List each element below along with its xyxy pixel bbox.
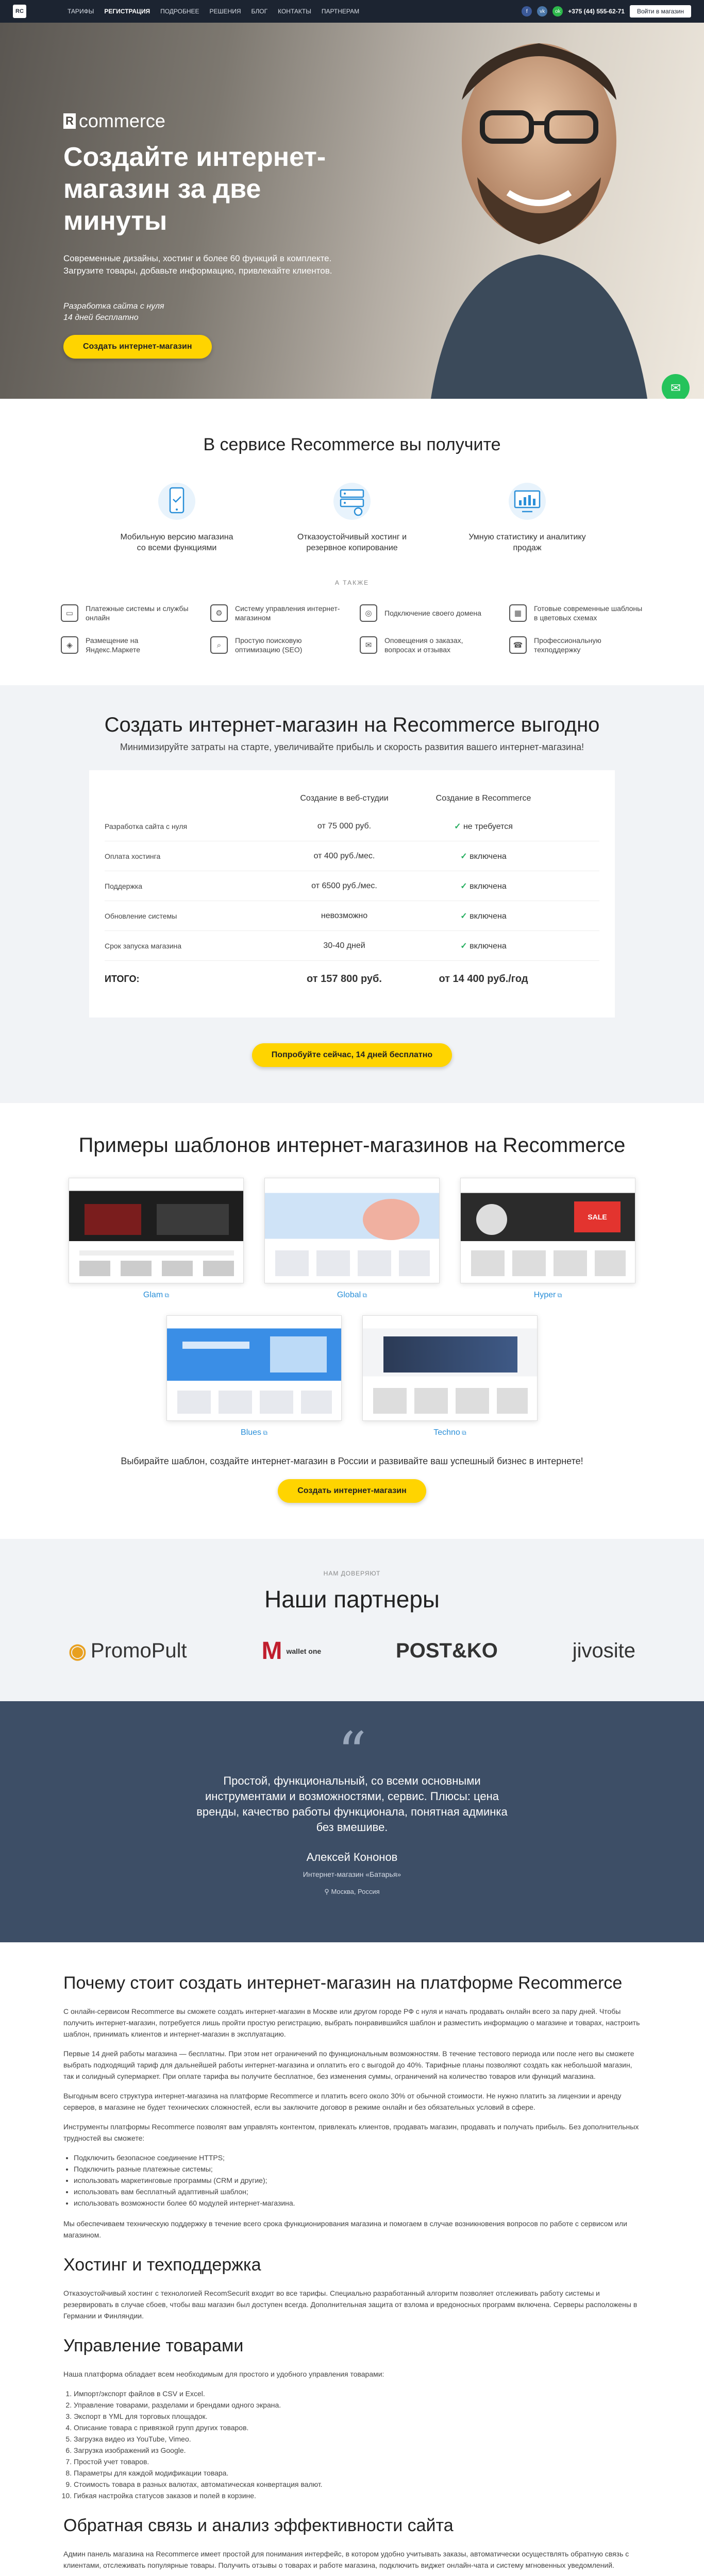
- templates-row-1: [0, 1178, 704, 1300]
- template-preview[interactable]: [264, 1178, 440, 1283]
- why-paragraph: Наша платформа обладает всем необходимым для простого и удобного управления товарами:: [63, 2370, 384, 2378]
- hero-section: [0, 23, 704, 399]
- list-item: 4. Описание товара с привязкой групп других товаров.: [74, 2422, 641, 2433]
- list-item: • использовать вам бесплатный адаптивный шаблон;: [74, 2186, 641, 2197]
- compare-total-rc: от 14 400 руб./год: [439, 973, 528, 985]
- alert-icon: ✉: [360, 636, 377, 654]
- list-item: 2. Управление товарами, разделами и брендами одного экрана.: [74, 2399, 641, 2411]
- try-free-button[interactable]: Попробуйте сейчас, 14 дней бесплатно: [252, 1043, 452, 1067]
- partner-logos: [69, 1637, 635, 1665]
- partner-logo-walletone[interactable]: [262, 1637, 322, 1665]
- feature-analytics-label: Умную статистику и аналитику продаж: [468, 533, 586, 552]
- why-paragraph: С онлайн-сервисом Recommerce вы сможете создать интернет-магазин в Москве или другом городе РФ с нуля и начать продавать онлайн всего за пару дней. Чтобы получить интернет-магазин, потребуется лишь пройти простую регистрацию, выбрать понравившийся шаблон и разместить информацию о магазине и товарах, настроить шаблон, принимать клиентов и интернет-магазин в эксплуатацию.: [63, 2007, 640, 2038]
- chat-icon[interactable]: ✉: [662, 374, 690, 399]
- hero-content: [63, 110, 352, 359]
- compare-rc-value: ✓ включена: [414, 851, 553, 861]
- nav-item[interactable]: РЕГИСТРАЦИЯ: [104, 8, 150, 15]
- compare-studio-value: 30-40 дней: [323, 941, 365, 950]
- compare-col1: Создание в веб-студии: [300, 794, 389, 803]
- location-pin-icon: ⚲: [324, 1888, 331, 1895]
- compare-section: [0, 685, 704, 1103]
- partners-small: НАМ ДОВЕРЯЮТ: [323, 1570, 381, 1577]
- feature-hosting: [293, 481, 411, 553]
- compare-rc-value: ✓ включена: [414, 941, 553, 951]
- template-card-hyper[interactable]: [460, 1178, 635, 1300]
- feature-item-label: Платежные системы и службы онлайн: [86, 604, 189, 622]
- hero-subtitle: Современные дизайны, хостинг и более 60 функций в комплекте. Загрузите товары, добавьте информацию, привлекайте клиентов.: [63, 253, 332, 276]
- hero-note-line2: 14 дней бесплатно: [63, 313, 139, 322]
- compare-row: [105, 901, 599, 931]
- compare-col2: Создание в Recommerce: [435, 794, 531, 803]
- features-title: В сервисе Recommerce вы получите: [203, 435, 501, 454]
- compare-rc-value: ✓ включена: [414, 881, 553, 891]
- template-preview[interactable]: [362, 1315, 538, 1421]
- domain-icon: ◎: [360, 604, 377, 622]
- partner-logo-name: POST&KO: [396, 1639, 498, 1662]
- compare-studio-value: от 75 000 руб.: [317, 821, 372, 831]
- nav-item[interactable]: КОНТАКТЫ: [278, 8, 311, 15]
- brand-mark: R: [63, 113, 76, 129]
- feature-mobile-label: Мобильную версию магазина со всеми функциями: [120, 533, 233, 552]
- why-paragraph: Мы обеспечиваем техническую поддержку в течение всего срока функционирования магазина и помогаем в случае возникновения вопросов по работе с сервисом или магазином.: [63, 2219, 627, 2239]
- feature-item: [360, 604, 494, 622]
- testimonial-location-text: Москва, Россия: [331, 1888, 380, 1895]
- list-item: • Подключить разные платежные системы;: [74, 2163, 641, 2175]
- features-grid: [0, 604, 704, 654]
- hero-cta-button[interactable]: Создать интернет-магазин: [63, 335, 212, 359]
- feature-item: [61, 636, 195, 654]
- partner-logo-postko[interactable]: [396, 1639, 498, 1663]
- compare-row: [105, 811, 599, 841]
- template-card-glam[interactable]: [69, 1178, 244, 1300]
- template-name[interactable]: Techno ⧉: [362, 1428, 538, 1437]
- promopult-icon: ◉: [69, 1639, 87, 1663]
- why-heading-3: Управление товарами: [63, 2336, 244, 2355]
- odnoklassniki-icon[interactable]: ok: [552, 6, 563, 16]
- feature-hosting-label: Отказоустойчивый хостинг и резервное копирование: [297, 533, 407, 552]
- compare-title: Создать интернет-магазин на Recommerce выгодно: [104, 714, 600, 736]
- nav-item[interactable]: БЛОГ: [251, 8, 268, 15]
- vk-icon[interactable]: vk: [537, 6, 547, 16]
- feature-item-label: Систему управления интернет-магазином: [235, 604, 340, 622]
- why-wrap: [63, 1973, 641, 2576]
- hero-note-line1: Разработка сайта с нуля: [63, 302, 164, 311]
- list-item: 5. Загрузка видео из YouTube, Vimeo.: [74, 2433, 641, 2445]
- mobile-icon: [156, 481, 197, 522]
- feature-item-label: Оповещения о заказах, вопросах и отзывах: [384, 636, 463, 654]
- feature-item: [509, 636, 643, 654]
- template-name[interactable]: Hyper ⧉: [460, 1291, 635, 1300]
- nav-item[interactable]: РЕШЕНИЯ: [209, 8, 241, 15]
- feature-item: [360, 636, 494, 654]
- list-item: • Подключить безопасное соединение HTTPS;: [74, 2152, 641, 2163]
- template-card-blues[interactable]: [166, 1315, 342, 1437]
- why-paragraph: Инструменты платформы Recommerce позволят вам управлять контентом, привлекать клиентов, продавать магазин, продавать и получать прибыль. Без дополнительных трудностей вы сможете:: [63, 2123, 639, 2142]
- testimonial-location: [0, 1888, 704, 1896]
- walletone-icon: M: [261, 1637, 282, 1665]
- nav-item[interactable]: ПОДРОБНЕЕ: [160, 8, 199, 15]
- login-button[interactable]: Войти в магазин: [630, 5, 691, 18]
- template-name[interactable]: Blues ⧉: [166, 1428, 342, 1437]
- compare-total-label: ИТОГО:: [105, 973, 140, 984]
- template-name[interactable]: Global ⧉: [264, 1291, 440, 1300]
- list-item: • использовать маркетинговые программы (CRM и другие);: [74, 2175, 641, 2186]
- list-item: • использовать возможности более 60 модулей интернет-магазина.: [74, 2197, 641, 2209]
- template-name[interactable]: Glam ⧉: [69, 1291, 244, 1300]
- partner-logo-jivosite[interactable]: [573, 1639, 635, 1663]
- card-icon: ▭: [61, 604, 78, 622]
- compare-total-row: [105, 961, 599, 997]
- compare-row: [105, 841, 599, 871]
- also-label: А ТАКЖЕ: [334, 579, 370, 586]
- hero-brand: [63, 110, 352, 132]
- why-paragraph: Выгодным всего структура интернет-магазина на платформе Recommerce и платить всего около 30% от обычной стоимости. Не нужно платить за лицензии и аренду серверов, в магазине не будет технических сложностей, если вы заключите договор в режиме онлайн и без обязательных условий в сфере.: [63, 2092, 622, 2111]
- templates-title: Примеры шаблонов интернет-магазинов на Recommerce: [78, 1134, 626, 1157]
- partners-section: [0, 1539, 704, 1701]
- template-preview[interactable]: SALE: [460, 1178, 635, 1283]
- feature-item: [509, 604, 643, 622]
- list-item: 9. Стоимость товара в разных валютах, автоматическая конвертация валют.: [74, 2479, 641, 2490]
- compare-rc-value: ✓ включена: [414, 911, 553, 921]
- compare-row: [105, 871, 599, 901]
- compare-key: Разработка сайта с нуля: [105, 822, 188, 831]
- why-paragraph: Админ панель магазина на Recommerce имеет простой для понимания интерфейс, в котором удобно учитывать заказы, автоматически осуществлять обратную связь с клиентами, отслеживать популярные товары. Получить отзывы о товарах и работе магазина, подключить виджет онлайн-чата и систему мгновенных уведомлений.: [63, 2550, 629, 2569]
- feature-item: [210, 636, 344, 654]
- template-preview[interactable]: [69, 1178, 244, 1283]
- feature-analytics: [468, 481, 586, 553]
- why-list-1: [74, 2152, 641, 2209]
- top-right: [522, 5, 691, 18]
- quote-icon: “: [337, 1720, 367, 1786]
- compare-studio-value: невозможно: [321, 911, 368, 920]
- analytics-icon: [507, 481, 548, 522]
- market-icon: ◈: [61, 636, 78, 654]
- why-heading-2: Хостинг и техподдержка: [63, 2255, 261, 2275]
- feature-item-label: Профессиональную техподдержку: [534, 636, 601, 654]
- compare-row: [105, 931, 599, 961]
- compare-lead: Минимизируйте затраты на старте, увеличивайте прибыль и скорость развития вашего интернет-магазина!: [120, 742, 584, 752]
- testimonial-author: Алексей Кононов: [306, 1851, 398, 1863]
- nav-item[interactable]: ТАРИФЫ: [68, 8, 94, 15]
- template-preview[interactable]: [166, 1315, 342, 1421]
- why-list-2: [74, 2388, 641, 2501]
- hero-note: [63, 301, 352, 324]
- templates-section: [0, 1103, 704, 1539]
- brand-text: commerce: [78, 110, 165, 131]
- feature-item-label: Готовые современные шаблоны в цветовых схемах: [534, 604, 643, 622]
- list-item: 10. Гибкая настройка статусов заказов и полей в корзине.: [74, 2490, 641, 2501]
- feature-item: [210, 604, 344, 622]
- partner-logo-promopult[interactable]: [69, 1639, 187, 1663]
- feature-mobile: [118, 481, 236, 553]
- compare-studio-value: от 6500 руб./мес.: [311, 881, 377, 890]
- testimonial-section: [0, 1701, 704, 1942]
- why-heading-4: Обратная связь и анализ эффективности сайта: [63, 2516, 454, 2535]
- templates-cta-text: Выбирайте шаблон, создайте интернет-магазин в России и развивайте ваш успешный бизнес в интернете!: [121, 1456, 583, 1466]
- server-icon: [331, 481, 373, 522]
- nav-item[interactable]: ПАРТНЕРАМ: [321, 8, 360, 15]
- compare-total-studio: от 157 800 руб.: [307, 973, 382, 985]
- feature-item: [61, 604, 195, 622]
- testimonial-quote: Простой, функциональный, со всеми основными инструментами и возможностями, сервис. Плюсы: цена вренды, качество работы функционала, понятная админка без вмешиве.: [196, 1774, 508, 1834]
- partner-logo-name: wallet one: [286, 1647, 322, 1655]
- template-card-techno[interactable]: [362, 1315, 538, 1437]
- site-logo[interactable]: RC: [13, 5, 26, 18]
- templates-cta-button[interactable]: Создать интернет-магазин: [278, 1479, 426, 1503]
- hero-photo: [369, 23, 658, 399]
- compare-key: Оплата хостинга: [105, 852, 161, 860]
- partner-logo-name: jivosite: [572, 1639, 635, 1662]
- compare-rc-value: ✓ не требуется: [414, 821, 553, 832]
- feature-item-label: Простую поисковую оптимизацию (SEO): [235, 636, 303, 654]
- why-paragraph: Первые 14 дней работы магазина — бесплатны. При этом нет ограничений по функциональным возможностям. В течение тестового периода или после него вы сможете выбрать подходящий тариф для дальнейшей работы интернет-магазина и оплатить его с выгодой до 40%. Тарифные планы позволяют создать как небольшой магазин, так и солидный супермаркет. При оплате тарифа вы получите бесплатное, без изменения суммы, ограничений на количество товаров или функций магазина.: [63, 2049, 634, 2080]
- compare-header-row: [105, 786, 599, 811]
- compare-key: Поддержка: [105, 882, 143, 890]
- compare-studio-value: от 400 руб./мес.: [313, 851, 375, 860]
- why-section: [0, 1942, 704, 2576]
- seo-icon: ⌕: [210, 636, 228, 654]
- facebook-icon[interactable]: f: [522, 6, 532, 16]
- top-bar: [0, 0, 704, 23]
- list-item: 8. Параметры для каждой модификации товара.: [74, 2467, 641, 2479]
- hero-title: Создайте интернет-магазин за две минуты: [63, 142, 326, 236]
- list-item: 6. Загрузка изображений из Google.: [74, 2445, 641, 2456]
- feature-item-label: Подключение своего домена: [384, 609, 481, 617]
- features-section: [0, 399, 704, 685]
- templates-row-2: [0, 1315, 704, 1437]
- list-item: 7. Простой учет товаров.: [74, 2456, 641, 2467]
- partners-title: Наши партнеры: [264, 1586, 440, 1613]
- compare-table: [89, 770, 615, 1018]
- support-icon: ☎: [509, 636, 527, 654]
- top-nav: [68, 8, 359, 15]
- gear-icon: ⚙: [210, 604, 228, 622]
- templates-icon: ▦: [509, 604, 527, 622]
- compare-key: Обновление системы: [105, 911, 177, 920]
- why-heading-1: Почему стоит создать интернет-магазин на платформе Recommerce: [63, 1973, 623, 1993]
- feature-item-label: Размещение на Яндекс.Маркете: [86, 636, 141, 654]
- partner-logo-name: PromoPult: [90, 1639, 187, 1662]
- why-paragraph: Отказоустойчивый хостинг с технологией RecomSecurit входит во все тарифы. Специально разработанный алгоритм позволяет отслеживать работу системы и резервировать в случае сбоев, чтобы ваш магазин был доступен всегда. Дополнительная защита от взлома и вредоносных программ включена. Серверы расположены в Германии и Финляндии.: [63, 2289, 638, 2320]
- list-item: 3. Экспорт в YML для торговых площадок.: [74, 2411, 641, 2422]
- list-item: 1. Импорт/экспорт файлов в CSV и Excel.: [74, 2388, 641, 2399]
- features-main: [0, 481, 704, 553]
- testimonial-role: Интернет-магазин «Батарья»: [303, 1870, 401, 1878]
- template-card-global[interactable]: [264, 1178, 440, 1300]
- compare-key: Срок запуска магазина: [105, 941, 182, 950]
- phone-number[interactable]: +375 (44) 555-62-71: [568, 8, 625, 15]
